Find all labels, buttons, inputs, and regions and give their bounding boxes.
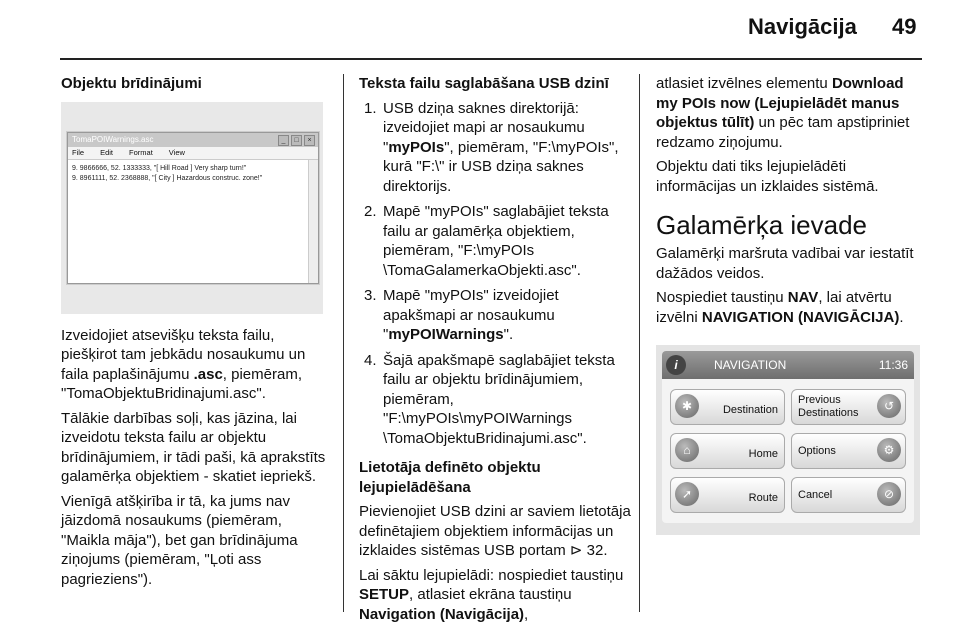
home-button — [670, 433, 785, 469]
step-item: 1. USB dziņa saknes direktorijā: izveidojiet mapi ar nosaukumu "myPOIs", piemēram, "F:\myPOIs", kurā "F:\" ir USB dziņa saknes direktorijs. — [364, 99, 619, 195]
minimize-icon: _ — [278, 135, 289, 146]
sub-heading: Lietotāja definēto objektu lejupielādēšana — [359, 459, 541, 496]
section-heading-large: Galamērķa ievade — [656, 210, 867, 240]
column-3 — [656, 74, 928, 535]
column-divider-1 — [343, 74, 344, 612]
menu-edit: Edit — [100, 147, 114, 157]
previous-destinations-button — [791, 389, 906, 425]
button-label: Home — [748, 448, 778, 460]
gear-icon: ⚙ — [877, 438, 901, 462]
notepad-title: TomaPOIWarnings.asc — [68, 133, 318, 147]
maximize-icon: □ — [291, 135, 302, 146]
section-heading: Teksta failu saglabāšana USB dzinī — [359, 75, 609, 92]
step-item: 3. Mapē "myPOIs" izveidojiet apakšmapi ar nosaukumu "myPOIWarnings". — [364, 287, 559, 343]
notepad-line: 9. 9866666, 52. 1333333, "[ Hill Road ] Very sharp turn!" — [72, 164, 247, 172]
notepad-window — [67, 132, 319, 284]
notepad-menu — [68, 147, 318, 160]
page-header-title: Navigācija — [748, 14, 857, 39]
page-number: 49 — [892, 14, 917, 39]
column-2 — [359, 74, 631, 629]
paragraph: atlasiet izvēlnes elementu Download my POIs now (Lejupielādēt manus objektus tūlīt) un pēc tam apstipriniet redzamo ziņojumu. — [656, 75, 910, 151]
destination-icon: ✱ — [675, 394, 699, 418]
history-icon: ↺ — [877, 394, 901, 418]
button-label: Previous Destinations — [798, 394, 859, 419]
menu-view: View — [168, 147, 185, 157]
route-button — [670, 477, 785, 513]
close-icon: × — [304, 135, 315, 146]
navigation-title-bar — [662, 351, 914, 379]
paragraph: Pievienojiet USB dzini ar saviem lietotāja definētajiem objektiem informācijas un izklaides sistēmas USB portam ⊳ 32. — [359, 503, 631, 559]
clock: 11:36 — [878, 358, 908, 372]
screen-title: NAVIGATION — [714, 358, 787, 372]
navigation-screen — [662, 351, 914, 523]
paragraph: Tālākie darbības soļi, kas jāzina, lai izveidotu teksta failu ar objektu brīdinājumiem, ir tādi paši, kā aprakstīts galamērķa objektiem - skatiet iepriekš. — [61, 409, 326, 485]
button-label: Cancel — [798, 489, 833, 501]
paragraph: Galamērķi maršruta vadībai var iestatīt dažādos veidos. — [656, 245, 914, 282]
navigation-buttons — [670, 389, 906, 513]
paragraph: Nospiediet taustiņu NAV, lai atvērtu izvēlni NAVIGATION (NAVIGĀCIJA). — [656, 289, 904, 326]
header-rule — [60, 58, 922, 60]
section-heading: Objektu brīdinājumi — [61, 75, 202, 92]
button-label: Route — [748, 492, 778, 504]
route-icon: ➚ — [675, 482, 699, 506]
menu-format: Format — [129, 147, 153, 157]
paragraph: Objektu dati tiks lejupielādēti informācijas un izklaides sistēmā. — [656, 158, 879, 195]
notepad-line: 9. 8961111, 52. 2368888, "[ City ] Hazardous construc. zone!" — [72, 174, 263, 182]
options-button — [791, 433, 906, 469]
window-controls — [278, 135, 315, 146]
home-icon: ⌂ — [675, 438, 699, 462]
cancel-button — [791, 477, 906, 513]
step-item: 2. Mapē "myPOIs" saglabājiet teksta failu ar galamērķa objektiem, piemēram, "F:\myPOIs \TomaGalamerkaObjekti.asc". — [364, 203, 609, 279]
info-icon: i — [666, 355, 686, 375]
navigation-screen-figure — [656, 345, 920, 535]
scrollbar — [308, 160, 318, 283]
menu-file: File — [72, 147, 85, 157]
destination-button — [670, 389, 785, 425]
column-divider-2 — [639, 74, 640, 612]
cancel-icon: ⊘ — [877, 482, 901, 506]
step-item: 4. Šajā apakšmapē saglabājiet teksta failu ar objektu brīdinājumiem, piemēram, "F:\myPOIs\myPOIWarnings \TomaObjektuBridinajumi.asc". — [364, 351, 615, 447]
notepad-content — [68, 160, 318, 188]
button-label: Destination — [722, 404, 778, 416]
column-1 — [61, 74, 331, 594]
paragraph: Izveidojiet atsevišķu teksta failu, piešķirot tam jebkādu nosaukumu un faila paplašinājumu .asc, piemēram, "TomaObjektuBridinajumi.asc". — [61, 326, 306, 402]
paragraph: Lai sāktu lejupielādi: nospiediet taustiņu SETUP, atlasiet ekrāna taustiņu Navigation (Navigācija), — [359, 566, 624, 623]
paragraph: Vienīgā atšķirība ir tā, ka jums nav jāizdomā nosaukums (piemēram, "Maikla māja"), bet gan brīdinājuma ziņojums (piemēram, "Ļoti ass pagrieziens"). — [61, 492, 298, 588]
notepad-screenshot — [61, 102, 323, 314]
steps-list — [359, 99, 631, 449]
button-label: Options — [798, 445, 836, 457]
